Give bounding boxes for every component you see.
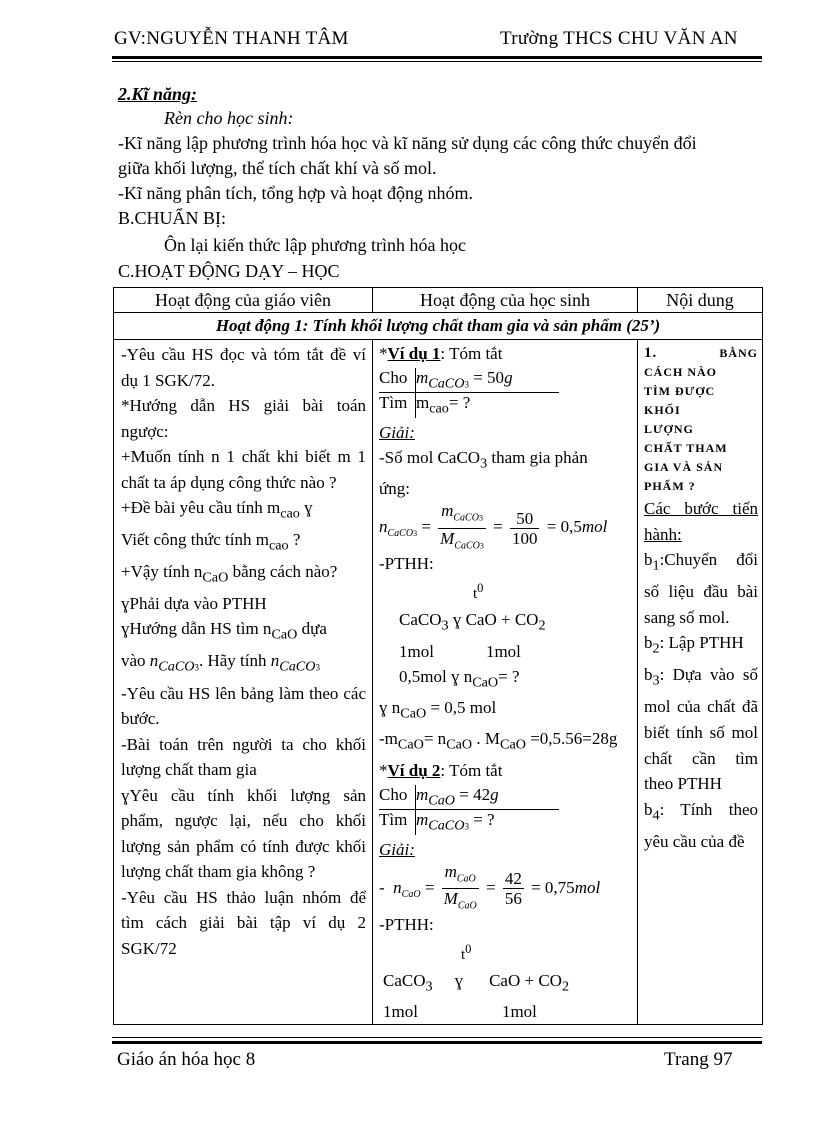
skills-line-2: -Kĩ năng phân tích, tổng hợp và hoạt động nhóm. <box>118 183 473 203</box>
equation-1: CaCO$_3$ ɣ CaO + $CO_2$ <box>399 610 546 634</box>
solution-2-label: Giải: <box>379 839 415 859</box>
header-content: Nội dung <box>638 288 763 313</box>
ratio-1: 0,5mol ɣ $n_{CaO}=$ ? <box>399 666 520 690</box>
footer-title: Giáo án hóa học 8 <box>117 1049 256 1070</box>
activity-title: Hoạt động 1: Tính khối lượng chất tham gia và sản phẩm (25’) <box>114 313 763 340</box>
prep-content: Ôn lại kiến thức lập phương trình hóa học <box>164 235 466 255</box>
teacher-p9: -Yêu cầu HS lên bảng làm theo các bước. <box>121 683 366 729</box>
student-column <box>373 340 638 1025</box>
teacher-p8: vào $n_{CaCO3}$. Hãy tính $n_{CaCO3}$ <box>121 651 320 675</box>
ncao-result: ɣ $n_{CaO} = 0,5$ mol <box>379 697 497 722</box>
arrow-icon: ɣ <box>121 619 130 639</box>
table-row <box>114 340 763 1025</box>
table-header-row <box>114 288 763 313</box>
skills-heading: 2.Kĩ năng: <box>118 84 198 104</box>
arrow-icon: ɣ <box>450 666 460 686</box>
pthh-label-2: -PTHH: <box>379 914 434 934</box>
teacher-p2: *Hướng dẫn HS giải bài toán ngược: <box>121 396 366 441</box>
teacher-p4b: Viết công thức tính $m_{cao}$ ? <box>121 529 301 554</box>
steps-heading: Các bước tiến hành: <box>644 499 758 544</box>
equation-2: CaCO$_3$ ɣ CaO + $CO_2$ <box>383 970 570 994</box>
pthh-label-1: -PTHH: <box>379 554 434 574</box>
header-teacher-activity: Hoạt động của giáo viên <box>114 288 373 313</box>
prep-heading: B.CHUẨN BỊ: <box>118 208 227 228</box>
teacher-p11: ɣYêu cầu tính khối lượng sản phẩm, ngược lại, nếu cho khối lượng sản phẩm có tính được khối lượng chất tham gia không ? <box>121 785 366 882</box>
activities-heading: C.HOẠT ĐỘNG DẠY – HỌC <box>118 261 340 281</box>
header-school: Trường THCS CHU VĂN AN <box>500 28 738 49</box>
teacher-p5: +Vậy tính $n_{CaO}$ bằng cách nào? <box>121 561 338 586</box>
solution-1-label: Giải: <box>379 422 415 442</box>
skills-intro: Rèn cho học sinh: <box>164 108 294 128</box>
arrow-icon: ɣ <box>454 970 464 990</box>
step-2: $b_2$: Lập PTHH <box>644 633 744 657</box>
arrow-icon: ɣ <box>121 593 130 613</box>
example-1-title: *Ví dụ 1: Tóm tắt <box>379 344 503 363</box>
footer-rule-thin <box>112 1037 762 1038</box>
temperature-1: $t^0$ <box>473 581 484 603</box>
teacher-p7: ɣHướng dẫn HS tìm $n_{CaO}$ dựa <box>121 619 327 643</box>
example-2-title: *Ví dụ 2: Tóm tắt <box>379 760 503 780</box>
teacher-p4: +Đề bài yêu cầu tính $m_{cao}$ ɣ <box>121 498 313 522</box>
formula-2: - $n_{CaO}$ = $\frac{m_{CaO}}{M_{CaO}}$ = $\frac{42}{56}$ = 0,75mol <box>379 861 601 912</box>
arrow-icon: ɣ <box>452 610 462 630</box>
header-student-activity: Hoạt động của học sinh <box>373 288 638 313</box>
teacher-p3: +Muốn tính n 1 chất khi biết m 1 chất ta áp dụng công thức nào ? <box>121 447 366 492</box>
mcao-result: $-m_{CaO}= n_{CaO}$ . $M_{CaO} =0,5.56=28g$ <box>379 729 618 753</box>
page-number: Trang 97 <box>664 1049 733 1070</box>
header-rule <box>112 56 762 59</box>
teacher-p12: -Yêu cầu HS thảo luận nhóm để tìm cách giải bài tập ví dụ 2 SGK/72 <box>121 887 366 958</box>
reaction-label: ứng: <box>379 479 410 499</box>
formula-1: $n_{CaCO3}$ = $\frac{m_{CaCO3}}{M_{CaCO3}}$ = $\frac{50}{100}$ = 0,5mol <box>379 501 608 551</box>
header-rule-thin <box>112 61 762 62</box>
skills-line-1b: giữa khối lượng, thể tích chất khí và số mol. <box>118 158 437 178</box>
moles-1: 1mol 1mol <box>399 641 521 661</box>
skills-line-1a: -Kĩ năng lập phương trình hóa học và kĩ năng sử dụng các công thức chuyển đổi <box>118 133 697 153</box>
moles-2: 1mol 1mol <box>383 1001 537 1021</box>
teacher-p1: -Yêu cầu HS đọc và tóm tắt đề ví dụ 1 SGK/72. <box>121 345 366 390</box>
lesson-table <box>113 287 763 1025</box>
step-4: $b_4$: Tính theo yêu cầu của đề <box>644 799 758 851</box>
summary-box-2: Cho $m_{CaO} = 42g$ Tìm $m_{CaCO3}$ = ? <box>379 785 559 835</box>
mol-line: -Số mol CaCO$_3$ tham gia phản <box>379 447 588 472</box>
header-teacher: GV:NGUYỄN THANH TÂM <box>114 28 349 49</box>
content-column <box>638 340 763 1025</box>
arrow-icon: ɣ <box>304 498 313 517</box>
content-question: 1. BẰNG CÁCH NÀO TÌM ĐƯỢC KHỐI LƯỢNG CHẤT THAM GIA VÀ SẢN PHẨM ? <box>644 345 758 493</box>
teacher-p6: ɣPhải dựa vào PTHH <box>121 593 267 613</box>
footer-rule <box>112 1041 762 1044</box>
arrow-icon: ɣ <box>121 785 130 805</box>
temperature-2: $t^0$ <box>461 941 472 963</box>
arrow-icon: ɣ <box>379 697 388 717</box>
summary-box-1: Cho $m_{CaCO3} = 50g$ Tìm $m_{cao}=$ ? <box>379 368 559 418</box>
step-3: $b_3$: Dựa vào số mol của chất đã biết tính số mol chất cần tìm theo PTHH <box>644 665 758 794</box>
teacher-p10: -Bài toán trên người ta cho khối lượng chất tham gia <box>121 734 366 780</box>
teacher-column <box>114 340 373 1025</box>
step-1: $b_1:Chuyển$ đổi số liệu đầu bài sang số mol. <box>644 550 758 627</box>
